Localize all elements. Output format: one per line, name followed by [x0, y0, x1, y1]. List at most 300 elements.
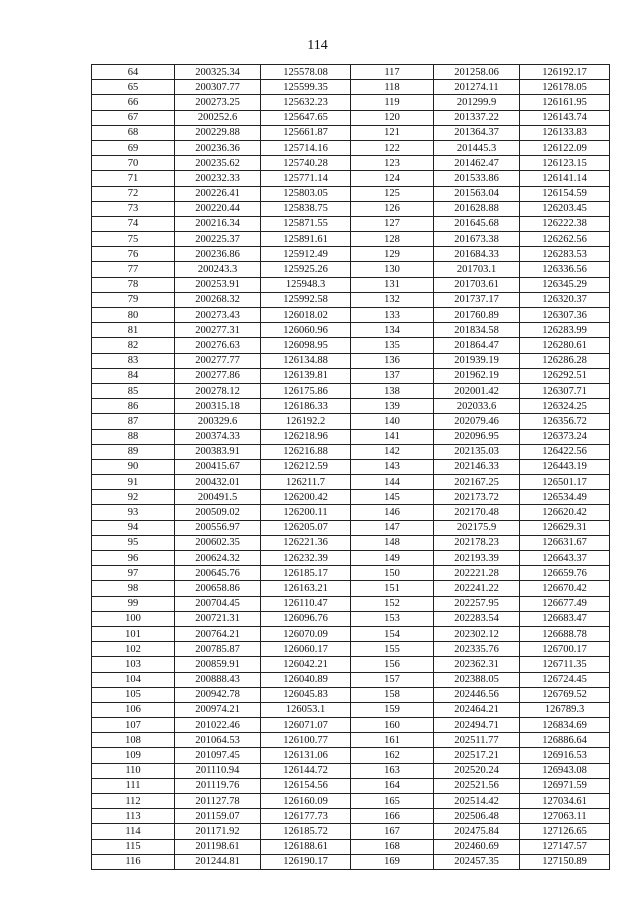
page-number: 114: [307, 38, 328, 53]
cell-x-coordinate: 202335.76: [434, 642, 520, 657]
cell-x-coordinate: 200645.76: [175, 566, 261, 581]
cell-point-number: 110: [92, 763, 175, 778]
cell-y-coordinate: 125891.61: [261, 232, 351, 247]
cell-point-number: 129: [351, 247, 434, 262]
table-row: [92, 687, 610, 702]
cell-y-coordinate: 125925.26: [261, 262, 351, 277]
cell-y-coordinate: 126283.99: [520, 323, 610, 338]
cell-x-coordinate: 202388.05: [434, 672, 520, 687]
cell-x-coordinate: 202494.71: [434, 718, 520, 733]
cell-point-number: 138: [351, 383, 434, 398]
cell-y-coordinate: 126286.28: [520, 353, 610, 368]
cell-point-number: 70: [92, 156, 175, 171]
cell-y-coordinate: 126070.09: [261, 626, 351, 641]
cell-point-number: 123: [351, 156, 434, 171]
cell-y-coordinate: 125912.49: [261, 247, 351, 262]
cell-point-number: 159: [351, 702, 434, 717]
cell-point-number: 80: [92, 308, 175, 323]
cell-x-coordinate: 201299.9: [434, 95, 520, 110]
cell-point-number: 140: [351, 414, 434, 429]
cell-point-number: 149: [351, 551, 434, 566]
cell-point-number: 145: [351, 490, 434, 505]
cell-x-coordinate: 201703.1: [434, 262, 520, 277]
cell-point-number: 150: [351, 566, 434, 581]
cell-x-coordinate: 200277.86: [175, 368, 261, 383]
cell-x-coordinate: 200235.62: [175, 156, 261, 171]
cell-x-coordinate: 200658.86: [175, 581, 261, 596]
cell-point-number: 111: [92, 778, 175, 793]
cell-x-coordinate: 201533.86: [434, 171, 520, 186]
cell-y-coordinate: 125714.16: [261, 140, 351, 155]
table-row: [92, 475, 610, 490]
table-row: [92, 490, 610, 505]
cell-x-coordinate: 201834.58: [434, 323, 520, 338]
table-row: [92, 125, 610, 140]
cell-point-number: 92: [92, 490, 175, 505]
cell-y-coordinate: 125803.05: [261, 186, 351, 201]
cell-x-coordinate: 202283.54: [434, 611, 520, 626]
cell-point-number: 87: [92, 414, 175, 429]
cell-y-coordinate: 126186.33: [261, 399, 351, 414]
cell-point-number: 84: [92, 368, 175, 383]
cell-y-coordinate: 126620.42: [520, 505, 610, 520]
table-row: [92, 520, 610, 535]
cell-y-coordinate: 126356.72: [520, 414, 610, 429]
cell-y-coordinate: 125992.58: [261, 292, 351, 307]
cell-point-number: 72: [92, 186, 175, 201]
cell-point-number: 73: [92, 201, 175, 216]
cell-y-coordinate: 126262.56: [520, 232, 610, 247]
cell-point-number: 97: [92, 566, 175, 581]
table-row: [92, 308, 610, 323]
cell-x-coordinate: 202193.39: [434, 551, 520, 566]
cell-x-coordinate: 200307.77: [175, 80, 261, 95]
cell-point-number: 144: [351, 475, 434, 490]
table-row: [92, 232, 610, 247]
cell-y-coordinate: 126060.17: [261, 642, 351, 657]
cell-point-number: 99: [92, 596, 175, 611]
cell-y-coordinate: 126040.89: [261, 672, 351, 687]
cell-y-coordinate: 125838.75: [261, 201, 351, 216]
cell-point-number: 142: [351, 444, 434, 459]
cell-x-coordinate: 202170.48: [434, 505, 520, 520]
cell-x-coordinate: 202173.72: [434, 490, 520, 505]
table-row: [92, 292, 610, 307]
table-row: [92, 368, 610, 383]
cell-x-coordinate: 200277.31: [175, 323, 261, 338]
cell-point-number: 113: [92, 809, 175, 824]
table-row: [92, 733, 610, 748]
cell-x-coordinate: 202511.77: [434, 733, 520, 748]
cell-x-coordinate: 202521.56: [434, 778, 520, 793]
cell-point-number: 85: [92, 383, 175, 398]
cell-x-coordinate: 201274.11: [434, 80, 520, 95]
cell-x-coordinate: 200273.43: [175, 308, 261, 323]
cell-point-number: 96: [92, 551, 175, 566]
cell-y-coordinate: 126185.72: [261, 824, 351, 839]
table-row: [92, 763, 610, 778]
cell-point-number: 107: [92, 718, 175, 733]
cell-point-number: 116: [92, 854, 175, 869]
cell-x-coordinate: 201737.17: [434, 292, 520, 307]
cell-x-coordinate: 201864.47: [434, 338, 520, 353]
cell-point-number: 64: [92, 65, 175, 80]
cell-point-number: 74: [92, 216, 175, 231]
cell-x-coordinate: 202135.03: [434, 444, 520, 459]
cell-point-number: 156: [351, 657, 434, 672]
table-row: [92, 642, 610, 657]
cell-x-coordinate: 201445.3: [434, 140, 520, 155]
cell-x-coordinate: 200704.45: [175, 596, 261, 611]
cell-y-coordinate: 126292.51: [520, 368, 610, 383]
cell-point-number: 135: [351, 338, 434, 353]
table-row: [92, 80, 610, 95]
cell-point-number: 89: [92, 444, 175, 459]
cell-point-number: 95: [92, 535, 175, 550]
cell-point-number: 127: [351, 216, 434, 231]
cell-point-number: 119: [351, 95, 434, 110]
cell-y-coordinate: 126163.21: [261, 581, 351, 596]
cell-point-number: 169: [351, 854, 434, 869]
cell-x-coordinate: 201703.61: [434, 277, 520, 292]
cell-point-number: 122: [351, 140, 434, 155]
table-row: [92, 262, 610, 277]
cell-x-coordinate: 202362.31: [434, 657, 520, 672]
cell-x-coordinate: 200243.3: [175, 262, 261, 277]
cell-x-coordinate: 202464.21: [434, 702, 520, 717]
cell-y-coordinate: 126178.05: [520, 80, 610, 95]
cell-point-number: 154: [351, 626, 434, 641]
cell-point-number: 106: [92, 702, 175, 717]
cell-x-coordinate: 202033.6: [434, 399, 520, 414]
cell-y-coordinate: 126218.96: [261, 429, 351, 444]
table-row: [92, 216, 610, 231]
cell-y-coordinate: 125771.14: [261, 171, 351, 186]
cell-y-coordinate: 126205.07: [261, 520, 351, 535]
cell-x-coordinate: 201673.38: [434, 232, 520, 247]
cell-x-coordinate: 200415.67: [175, 459, 261, 474]
cell-x-coordinate: 202241.22: [434, 581, 520, 596]
cell-y-coordinate: 126670.42: [520, 581, 610, 596]
cell-y-coordinate: 126110.47: [261, 596, 351, 611]
cell-point-number: 118: [351, 80, 434, 95]
cell-x-coordinate: 201110.94: [175, 763, 261, 778]
cell-point-number: 75: [92, 232, 175, 247]
cell-y-coordinate: 126188.61: [261, 839, 351, 854]
cell-point-number: 168: [351, 839, 434, 854]
cell-y-coordinate: 126629.31: [520, 520, 610, 535]
cell-y-coordinate: 126443.19: [520, 459, 610, 474]
cell-point-number: 102: [92, 642, 175, 657]
cell-x-coordinate: 202178.23: [434, 535, 520, 550]
cell-y-coordinate: 126133.83: [520, 125, 610, 140]
cell-point-number: 130: [351, 262, 434, 277]
table-row: [92, 171, 610, 186]
table-row: [92, 611, 610, 626]
cell-point-number: 103: [92, 657, 175, 672]
cell-point-number: 100: [92, 611, 175, 626]
cell-y-coordinate: 126123.15: [520, 156, 610, 171]
table-row: [92, 201, 610, 216]
cell-y-coordinate: 125948.3: [261, 277, 351, 292]
table-row: [92, 399, 610, 414]
cell-point-number: 157: [351, 672, 434, 687]
cell-y-coordinate: 126143.74: [520, 110, 610, 125]
cell-point-number: 151: [351, 581, 434, 596]
table-row: [92, 110, 610, 125]
cell-y-coordinate: 125632.23: [261, 95, 351, 110]
cell-y-coordinate: 126336.56: [520, 262, 610, 277]
cell-y-coordinate: 126192.17: [520, 65, 610, 80]
cell-x-coordinate: 201198.61: [175, 839, 261, 854]
cell-point-number: 86: [92, 399, 175, 414]
cell-point-number: 137: [351, 368, 434, 383]
cell-point-number: 65: [92, 80, 175, 95]
cell-y-coordinate: 126139.81: [261, 368, 351, 383]
cell-y-coordinate: 126222.38: [520, 216, 610, 231]
cell-point-number: 148: [351, 535, 434, 550]
cell-point-number: 143: [351, 459, 434, 474]
cell-point-number: 126: [351, 201, 434, 216]
table-row: [92, 672, 610, 687]
table-row: [92, 353, 610, 368]
cell-y-coordinate: 126501.17: [520, 475, 610, 490]
cell-y-coordinate: 126373.24: [520, 429, 610, 444]
cell-x-coordinate: 200226.41: [175, 186, 261, 201]
cell-point-number: 158: [351, 687, 434, 702]
cell-x-coordinate: 200859.91: [175, 657, 261, 672]
cell-y-coordinate: 126060.96: [261, 323, 351, 338]
cell-x-coordinate: 200276.63: [175, 338, 261, 353]
cell-x-coordinate: 200329.6: [175, 414, 261, 429]
cell-point-number: 128: [351, 232, 434, 247]
cell-y-coordinate: 126916.53: [520, 748, 610, 763]
table-row: [92, 535, 610, 550]
cell-x-coordinate: 201684.33: [434, 247, 520, 262]
cell-x-coordinate: 200220.44: [175, 201, 261, 216]
cell-y-coordinate: 126100.77: [261, 733, 351, 748]
cell-x-coordinate: 201337.22: [434, 110, 520, 125]
cell-y-coordinate: 126216.88: [261, 444, 351, 459]
cell-y-coordinate: 126160.09: [261, 794, 351, 809]
cell-y-coordinate: 126175.86: [261, 383, 351, 398]
cell-y-coordinate: 126232.39: [261, 551, 351, 566]
table-row: [92, 383, 610, 398]
cell-point-number: 124: [351, 171, 434, 186]
table-row: [92, 839, 610, 854]
table-row: [92, 414, 610, 429]
cell-point-number: 115: [92, 839, 175, 854]
cell-point-number: 160: [351, 718, 434, 733]
cell-y-coordinate: 126212.59: [261, 459, 351, 474]
cell-x-coordinate: 200602.35: [175, 535, 261, 550]
cell-x-coordinate: 200278.12: [175, 383, 261, 398]
table-row: [92, 247, 610, 262]
cell-x-coordinate: 201258.06: [434, 65, 520, 80]
table-row: [92, 809, 610, 824]
cell-x-coordinate: 201127.78: [175, 794, 261, 809]
table-row: [92, 794, 610, 809]
cell-point-number: 155: [351, 642, 434, 657]
cell-y-coordinate: 126711.35: [520, 657, 610, 672]
cell-y-coordinate: 126324.25: [520, 399, 610, 414]
table-row: [92, 505, 610, 520]
cell-point-number: 163: [351, 763, 434, 778]
cell-x-coordinate: 201760.89: [434, 308, 520, 323]
cell-point-number: 78: [92, 277, 175, 292]
cell-y-coordinate: 127034.61: [520, 794, 610, 809]
cell-y-coordinate: 126141.14: [520, 171, 610, 186]
cell-point-number: 109: [92, 748, 175, 763]
cell-x-coordinate: 202517.21: [434, 748, 520, 763]
cell-y-coordinate: 126098.95: [261, 338, 351, 353]
cell-point-number: 132: [351, 292, 434, 307]
cell-x-coordinate: 200225.37: [175, 232, 261, 247]
table-row: [92, 95, 610, 110]
cell-point-number: 136: [351, 353, 434, 368]
cell-point-number: 165: [351, 794, 434, 809]
cell-x-coordinate: 200942.78: [175, 687, 261, 702]
cell-point-number: 105: [92, 687, 175, 702]
table-row: [92, 566, 610, 581]
cell-y-coordinate: 125661.87: [261, 125, 351, 140]
cell-y-coordinate: 126789.3: [520, 702, 610, 717]
cell-x-coordinate: 202221.28: [434, 566, 520, 581]
table-row: [92, 702, 610, 717]
cell-y-coordinate: 125578.08: [261, 65, 351, 80]
cell-point-number: 162: [351, 748, 434, 763]
cell-point-number: 133: [351, 308, 434, 323]
cell-y-coordinate: 126192.2: [261, 414, 351, 429]
cell-x-coordinate: 200229.88: [175, 125, 261, 140]
cell-x-coordinate: 201645.68: [434, 216, 520, 231]
table-row: [92, 626, 610, 641]
cell-x-coordinate: 202302.12: [434, 626, 520, 641]
cell-y-coordinate: 126200.11: [261, 505, 351, 520]
cell-point-number: 69: [92, 140, 175, 155]
cell-y-coordinate: 126307.36: [520, 308, 610, 323]
cell-x-coordinate: 200624.32: [175, 551, 261, 566]
table-row: [92, 581, 610, 596]
cell-point-number: 164: [351, 778, 434, 793]
cell-x-coordinate: 200236.36: [175, 140, 261, 155]
cell-x-coordinate: 200253.91: [175, 277, 261, 292]
cell-y-coordinate: 126971.59: [520, 778, 610, 793]
cell-point-number: 71: [92, 171, 175, 186]
cell-point-number: 166: [351, 809, 434, 824]
cell-x-coordinate: 200273.25: [175, 95, 261, 110]
cell-point-number: 139: [351, 399, 434, 414]
table-row: [92, 323, 610, 338]
cell-point-number: 147: [351, 520, 434, 535]
cell-x-coordinate: 200374.33: [175, 429, 261, 444]
cell-y-coordinate: 126122.09: [520, 140, 610, 155]
cell-point-number: 79: [92, 292, 175, 307]
cell-point-number: 91: [92, 475, 175, 490]
cell-y-coordinate: 126834.69: [520, 718, 610, 733]
cell-y-coordinate: 127150.89: [520, 854, 610, 869]
table-row: [92, 551, 610, 566]
cell-point-number: 88: [92, 429, 175, 444]
cell-y-coordinate: 125871.55: [261, 216, 351, 231]
table-row: [92, 156, 610, 171]
cell-point-number: 167: [351, 824, 434, 839]
cell-x-coordinate: 200721.31: [175, 611, 261, 626]
table-row: [92, 459, 610, 474]
cell-point-number: 134: [351, 323, 434, 338]
cell-y-coordinate: 127126.65: [520, 824, 610, 839]
cell-point-number: 82: [92, 338, 175, 353]
cell-x-coordinate: 201171.92: [175, 824, 261, 839]
cell-y-coordinate: 126211.7: [261, 475, 351, 490]
table-row: [92, 718, 610, 733]
cell-x-coordinate: 202506.48: [434, 809, 520, 824]
cell-point-number: 120: [351, 110, 434, 125]
table-row: [92, 657, 610, 672]
cell-y-coordinate: 126307.71: [520, 383, 610, 398]
cell-x-coordinate: 200974.21: [175, 702, 261, 717]
cell-y-coordinate: 127063.11: [520, 809, 610, 824]
cell-x-coordinate: 202175.9: [434, 520, 520, 535]
cell-point-number: 114: [92, 824, 175, 839]
cell-x-coordinate: 202079.46: [434, 414, 520, 429]
cell-y-coordinate: 126677.49: [520, 596, 610, 611]
cell-x-coordinate: 201628.88: [434, 201, 520, 216]
cell-x-coordinate: 200277.77: [175, 353, 261, 368]
cell-x-coordinate: 200764.21: [175, 626, 261, 641]
cell-x-coordinate: 202167.25: [434, 475, 520, 490]
cell-point-number: 131: [351, 277, 434, 292]
cell-y-coordinate: 126700.17: [520, 642, 610, 657]
cell-y-coordinate: 126320.37: [520, 292, 610, 307]
cell-x-coordinate: 202460.69: [434, 839, 520, 854]
cell-y-coordinate: 126643.37: [520, 551, 610, 566]
cell-y-coordinate: 126659.76: [520, 566, 610, 581]
cell-y-coordinate: 126683.47: [520, 611, 610, 626]
cell-y-coordinate: 126154.59: [520, 186, 610, 201]
cell-y-coordinate: 126886.64: [520, 733, 610, 748]
cell-point-number: 108: [92, 733, 175, 748]
table-row: [92, 748, 610, 763]
cell-x-coordinate: 200785.87: [175, 642, 261, 657]
cell-y-coordinate: 126045.83: [261, 687, 351, 702]
table-row: [92, 778, 610, 793]
cell-x-coordinate: 201563.04: [434, 186, 520, 201]
table-row: [92, 854, 610, 869]
table-row: [92, 429, 610, 444]
cell-y-coordinate: 126534.49: [520, 490, 610, 505]
table-row: [92, 338, 610, 353]
cell-x-coordinate: 200888.43: [175, 672, 261, 687]
cell-y-coordinate: 125740.28: [261, 156, 351, 171]
cell-x-coordinate: 201939.19: [434, 353, 520, 368]
cell-y-coordinate: 126283.53: [520, 247, 610, 262]
cell-x-coordinate: 202520.24: [434, 763, 520, 778]
cell-y-coordinate: 126688.78: [520, 626, 610, 641]
cell-x-coordinate: 202457.35: [434, 854, 520, 869]
cell-y-coordinate: 126177.73: [261, 809, 351, 824]
cell-point-number: 66: [92, 95, 175, 110]
cell-y-coordinate: 125647.65: [261, 110, 351, 125]
cell-x-coordinate: 200252.6: [175, 110, 261, 125]
cell-x-coordinate: 202446.56: [434, 687, 520, 702]
cell-y-coordinate: 126724.45: [520, 672, 610, 687]
cell-point-number: 161: [351, 733, 434, 748]
cell-point-number: 153: [351, 611, 434, 626]
cell-x-coordinate: 202257.95: [434, 596, 520, 611]
cell-x-coordinate: 200232.33: [175, 171, 261, 186]
cell-y-coordinate: 126203.45: [520, 201, 610, 216]
